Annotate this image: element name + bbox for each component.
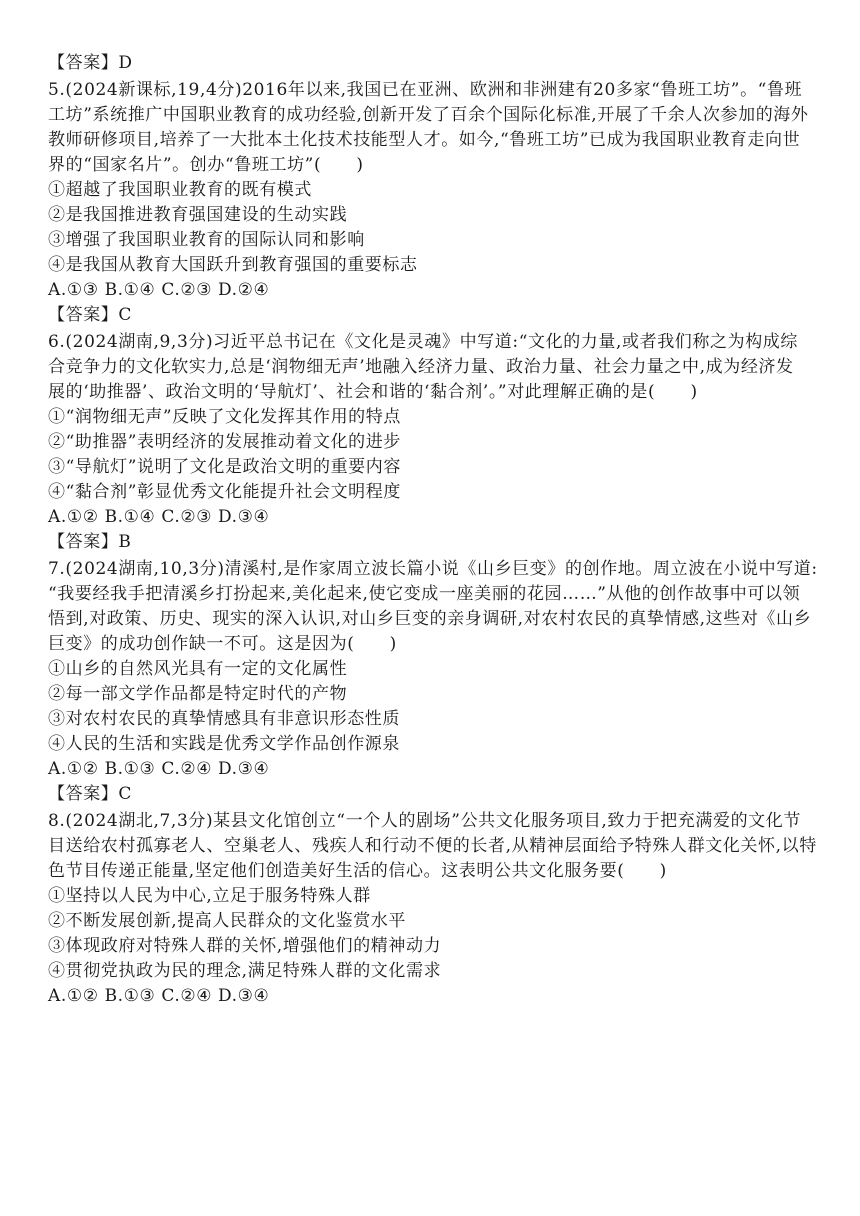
question-stem-line: 工坊”系统推广中国职业教育的成功经验,创新开发了百余个国际化标准,开展了千余人次参加的海外 [48, 105, 809, 125]
question-stem-line: 8.(2024湖北,7,3分)某县文化馆创立“一个人的剧场”公共文化服务项目,致力于把充满爱的文化节 [48, 811, 801, 831]
question-8 [48, 809, 828, 1009]
question-stem-line: 5.(2024新课标,19,4分)2016年以来,我国已在亚洲、欧洲和非洲建有20多家“鲁班工坊”。“鲁班 [48, 80, 803, 100]
answer-line: 【答案】D [48, 53, 133, 73]
document-page [48, 51, 828, 1009]
option-4: ④人民的生活和实践是优秀文学作品创作源泉 [48, 734, 400, 754]
option-2: ②不断发展创新,提高人民群众的文化鉴赏水平 [48, 911, 407, 931]
question-stem-line: 教师研修项目,培养了一大批本土化技术技能型人才。如今,“鲁班工坊”已成为我国职业教育走向世 [48, 130, 801, 150]
answer-choices: A.①② B.①③ C.②④ D.③④ [48, 759, 270, 779]
option-3: ③增强了我国职业教育的国际认同和影响 [48, 230, 365, 250]
answer-line: 【答案】B [48, 532, 132, 552]
option-1: ①超越了我国职业教育的既有模式 [48, 180, 312, 200]
option-1: ①山乡的自然风光具有一定的文化属性 [48, 659, 348, 679]
option-2: ②每一部文学作品都是特定时代的产物 [48, 684, 348, 704]
option-4: ④贯彻党执政为民的理念,满足特殊人群的文化需求 [48, 961, 442, 981]
question-7 [48, 557, 828, 807]
question-stem-line: “我要经我手把清溪乡打扮起来,美化起来,使它变成一座美丽的花园……”从他的创作故事中可以领 [48, 584, 801, 604]
answer-choices: A.①② B.①④ C.②③ D.③④ [48, 507, 270, 527]
option-4: ④“黏合剂”彰显优秀文化能提升社会文明程度 [48, 482, 401, 502]
question-stem-line: 巨变》的成功创作缺一不可。这是因为( ) [48, 634, 397, 654]
answer-choices: A.①② B.①③ C.②④ D.③④ [48, 986, 270, 1006]
option-2: ②“助推器”表明经济的发展推动着文化的进步 [48, 432, 401, 452]
question-stem-line: 6.(2024湖南,9,3分)习近平总书记在《文化是灵魂》中写道:“文化的力量,或者我们称之为构成综 [48, 332, 799, 352]
option-1: ①坚持以人民为中心,立足于服务特殊人群 [48, 886, 371, 906]
answer-line: 【答案】C [48, 305, 133, 325]
option-3: ③体现政府对特殊人群的关怀,增强他们的精神动力 [48, 936, 442, 956]
question-6 [48, 330, 828, 555]
answer-line: 【答案】C [48, 784, 133, 804]
option-3: ③“导航灯”说明了文化是政治文明的重要内容 [48, 457, 401, 477]
question-stem-line: 悟到,对政策、历史、现实的深入认识,对山乡巨变的亲身调研,对农村农民的真挚情感,这些对《山乡 [48, 609, 812, 629]
question-5 [48, 78, 828, 328]
question-stem-line: 界的“国家名片”。创办“鲁班工坊”( ) [48, 155, 364, 175]
option-3: ③对农村农民的真挚情感具有非意识形态性质 [48, 709, 400, 729]
question-stem-line: 7.(2024湖南,10,3分)清溪村,是作家周立波长篇小说《山乡巨变》的创作地。周立波在小说中写道: [48, 559, 818, 579]
option-2: ②是我国推进教育强国建设的生动实践 [48, 205, 348, 225]
answer-choices: A.①③ B.①④ C.②③ D.②④ [48, 280, 270, 300]
option-4: ④是我国从教育大国跃升到教育强国的重要标志 [48, 255, 418, 275]
option-1: ①“润物细无声”反映了文化发挥其作用的特点 [48, 407, 401, 427]
question-stem-line: 合竞争力的文化软实力,总是‘润物细无声’地融入经济力量、政治力量、社会力量之中,成为经济发 [48, 357, 794, 377]
question-stem-line: 色节目传递正能量,坚定他们创造美好生活的信心。这表明公共文化服务要( ) [48, 861, 667, 881]
question-stem-line: 展的‘助推器’、政治文明的‘导航灯’、社会和谐的‘黏合剂’。”对此理解正确的是( ) [48, 382, 698, 402]
question-stem-line: 目送给农村孤寡老人、空巢老人、残疾人和行动不便的长者,从精神层面给予特殊人群文化关怀,以特 [48, 836, 817, 856]
